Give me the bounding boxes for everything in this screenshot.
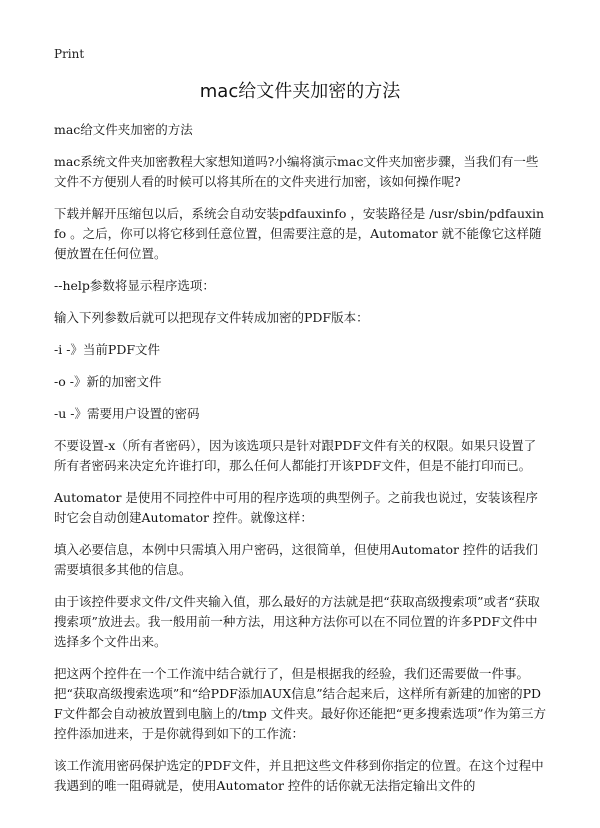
paragraph-param-o: -o -》新的加密文件	[54, 374, 162, 389]
document-title: mac给文件夹加密的方法	[199, 81, 401, 102]
paragraph-intro: mac系统文件夹加密教程大家想知道吗?小编将演示mac文件夹加密步骤，当我们有一些文件不方便别人看的时候可以将其所在的文件夹进行加密，该如何操作呢?	[54, 154, 539, 189]
paragraph-subtitle: mac给文件夹加密的方法	[54, 122, 193, 137]
paragraph-automator-example: Automator 是使用不同控件中可用的程序选项的典型例子。之前我也说过，安装该程序时它会自动创建Automator 控件。就像这样：	[54, 490, 538, 525]
paragraph-help-option: --help参数将显示程序选项：	[54, 278, 215, 293]
print-label: Print	[54, 47, 85, 61]
paragraph-fill-info: 填入必要信息，本例中只需填入用户密码，这很简单，但使用Automator 控件的话我们需要填很多其他的信息。	[54, 542, 538, 577]
paragraph-install: 下载并解开压缩包以后，系统会自动安装pdfauxinfo ，安装路径是 /usr/sbin/pdfauxinfo 。之后，你可以将它移到任意位置，但需要注意的是，Automator 就不能像它这样随便放置在任何位置。	[54, 206, 545, 261]
paragraph-param-i: -i -》当前PDF文件	[54, 342, 161, 357]
paragraph-owner-password: 不要设置-x（所有者密码），因为该选项只是针对跟PDF文件有关的权限。如果只设置了所有者密码来决定允许谁打印，那么任何人都能打开该PDF文件，但是不能打印而已。	[54, 438, 537, 473]
paragraph-workflow-result: 该工作流用密码保护选定的PDF文件，并且把这些文件移到你指定的位置。在这个过程中我遇到的唯一阻碍就是，使用Automator 控件的话你就无法指定输出文件的	[54, 758, 544, 793]
paragraph-parameters-intro: 输入下列参数后就可以把现存文件转成加密的PDF版本：	[54, 310, 369, 325]
paragraph-param-u: -u -》需要用户设置的密码	[54, 406, 200, 421]
document-body	[54, 120, 548, 804]
paragraph-workflow-combine: 把这两个控件在一个工作流中结合就行了，但是根据我的经验，我们还需要做一件事。把“获取高级搜索选项”和“给PDF添加AUX信息”结合起来后，这样所有新建的加密的PDF文件都会自动被放置到电脑上的/tmp 文件夹。最好你还能把“更多搜索选项”作为第三方控件添加进来，于是你就得到如下的工作流：	[54, 666, 547, 741]
paragraph-search-items: 由于该控件要求文件/文件夹输入值，那么最好的方法就是把“获取高级搜索项”或者“获取搜索项”放进去。我一般用前一种方法，用这种方法你可以在不同位置的许多PDF文件中选择多个文件出来。	[54, 594, 540, 649]
